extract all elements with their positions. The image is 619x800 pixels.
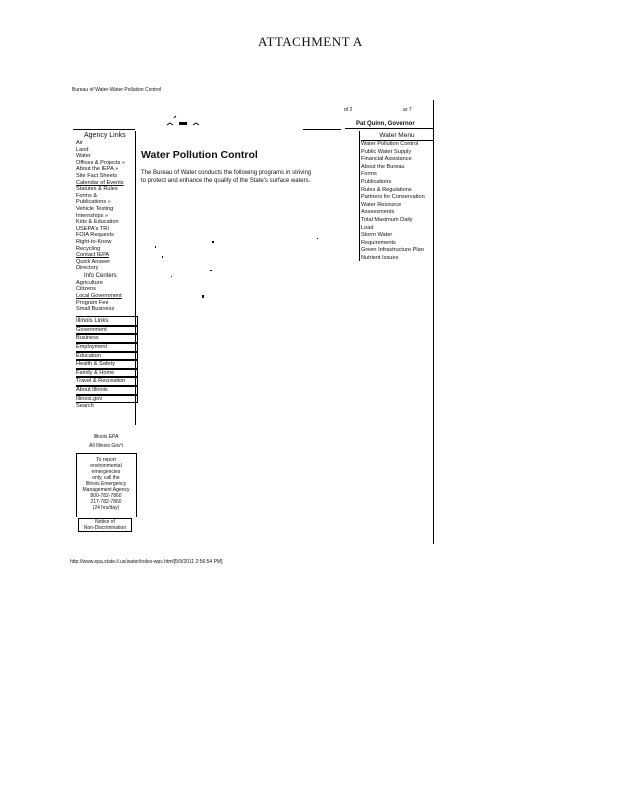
agency-links-heading: Agency Links [84, 132, 126, 139]
emergency-line: environmental [90, 463, 122, 469]
info-link-agriculture[interactable]: Agriculture [76, 279, 103, 286]
intro-line-1: The Bureau of Water conducts the following programs in striving [141, 170, 312, 176]
scan-speck [155, 246, 156, 248]
water-menu [361, 131, 433, 263]
nav-link-calendar[interactable]: Calendar of Events [76, 179, 124, 186]
emergency-line: 217-782-7860 [90, 499, 122, 505]
menu-storm-water[interactable]: Storm Water [361, 232, 393, 239]
nav-link-kids-education[interactable]: Kids & Education [76, 219, 119, 226]
scan-speck [212, 241, 214, 243]
emergency-line: To report [96, 457, 116, 463]
nav-link-internships[interactable]: Internships » [76, 212, 109, 219]
nav-link-directory[interactable]: Directory [76, 265, 99, 272]
nav-link-foia[interactable]: FOIA Requests [76, 232, 114, 239]
browser-title: Bureau of Water-Water Pollution Control [72, 87, 162, 93]
nav-link-water[interactable]: Water [76, 153, 91, 160]
water-menu-heading: Water Menu [361, 131, 433, 141]
intro-line-2: to protect and enhance the quality of the State's surface waters. [141, 178, 311, 184]
menu-public-water-supply[interactable]: Public Water Supply [361, 148, 412, 155]
info-link-local-government[interactable]: Local Government [76, 293, 122, 300]
nondiscrimination-box[interactable] [78, 518, 132, 532]
nav-link-offices[interactable]: Offices & Projects » [76, 159, 126, 166]
nav-link-vehicle-testing[interactable]: Vehicle Testing [76, 205, 114, 212]
illinois-links-heading: Illinois Links [76, 316, 138, 326]
all-illinois-link[interactable]: All Illinois Gov't [89, 443, 123, 449]
info-link-small-business[interactable]: Small Business [76, 306, 115, 313]
nav-link-air[interactable]: Air [76, 140, 83, 146]
nav-link-site-fact-sheets[interactable]: Site Fact Sheets [76, 172, 118, 179]
info-link-program-fee[interactable]: Program Fee [76, 299, 109, 306]
nav-link-contact[interactable]: Contact IEPA [76, 252, 110, 259]
emergency-right-border [136, 453, 137, 517]
state-link-employment[interactable]: Employment [76, 343, 138, 352]
nav-top-rule [73, 129, 135, 130]
nav-link-about-iepa[interactable]: About the IEPA » [76, 166, 119, 173]
menu-financial-assistance[interactable]: Financial Assistance [361, 156, 412, 163]
state-link-business[interactable]: Business [76, 334, 138, 343]
menu-nutrient-issues[interactable]: Nutrient Issues [361, 254, 399, 261]
banner-rule [303, 129, 341, 130]
emergency-line: Illinois Emergency [85, 481, 127, 487]
nav-link-right-to-know[interactable]: Right-to-Know [76, 238, 112, 245]
menu-publications[interactable]: Publications [361, 178, 392, 185]
page-heading: Water Pollution Control [141, 149, 258, 161]
emergency-top-rule [76, 453, 136, 454]
attachment-title: ATTACHMENT A [258, 34, 363, 49]
menu-partners-conservation[interactable]: Partners for Conservation [361, 194, 425, 201]
page-right-border [433, 100, 434, 544]
scan-speck [162, 256, 163, 258]
menu-left-border [359, 131, 360, 261]
page-count: of 2 [344, 107, 353, 113]
state-link-search[interactable]: Search [76, 403, 94, 410]
left-nav [76, 131, 138, 410]
emergency-left-border [76, 453, 77, 517]
banner-rule-right [345, 128, 434, 129]
nondiscrimination-line: Non-Discrimination [83, 525, 127, 531]
nav-link-publications[interactable]: Publications » [76, 199, 111, 206]
state-link-illinois-gov[interactable]: Illinois.gov [76, 395, 138, 404]
menu-water-pollution-control[interactable]: Water Pollution Control [361, 141, 419, 147]
menu-rules-regulations[interactable]: Rules & Regulations [361, 186, 412, 193]
nav-link-land[interactable]: Land [76, 146, 89, 153]
nav-link-recycling[interactable]: Recycling [76, 245, 101, 252]
menu-about-bureau[interactable]: About the Bureau [361, 163, 405, 170]
state-link-government[interactable]: Government [76, 326, 138, 335]
info-centers-heading: Info Centers [84, 272, 117, 279]
nav-link-forms[interactable]: Forms & [76, 192, 98, 199]
menu-water-resource[interactable]: Water Resource [361, 201, 402, 208]
scan-speck [317, 238, 318, 239]
menu-assessments[interactable]: Assessments [361, 209, 395, 216]
nav-link-usepa-tri[interactable]: USEPA's TRI [76, 225, 109, 232]
scan-speck [210, 270, 212, 271]
menu-green-infrastructure[interactable]: Green Infrastructure Plan [361, 247, 424, 254]
menu-tmdl[interactable]: Total Maximum Daily [361, 216, 413, 223]
emergency-line: (24 hrs/day) [92, 505, 120, 511]
state-logo [163, 113, 213, 129]
scan-speck [171, 276, 172, 277]
state-link-education[interactable]: Education [76, 352, 138, 361]
emergency-notice [76, 457, 136, 511]
emergency-line: 800-782-7860 [90, 493, 122, 499]
emergency-line: only, call the [92, 475, 120, 481]
nav-footer-links [76, 434, 136, 449]
state-link-family-home[interactable]: Family & Home [76, 369, 138, 378]
info-link-citizens[interactable]: Citizens [76, 286, 96, 293]
menu-forms[interactable]: Forms [361, 171, 377, 178]
governor-name: Pat Quinn, Governor [356, 121, 415, 127]
emergency-line: emergencies [91, 469, 121, 475]
nav-link-statutes[interactable]: Statutes & Rules [76, 186, 118, 193]
emergency-line: Management Agency [82, 487, 130, 493]
state-link-travel[interactable]: Travel & Recreation [76, 377, 138, 386]
nondiscrimination-line: Notice of [95, 519, 115, 525]
state-link-about-illinois[interactable]: About Illinois [76, 386, 138, 395]
footer-url: http://www.epa.state.il.us/water/index-wpc.html[5/9/2011 2:56:54 PM] [70, 559, 223, 565]
nav-link-quick-answer[interactable]: Quick Answer [76, 258, 111, 265]
scan-speck [202, 295, 204, 298]
nav-right-border [135, 131, 136, 425]
illinois-epa-link[interactable]: Illinois EPA [93, 434, 119, 440]
menu-requirements[interactable]: Requirements [361, 239, 396, 246]
state-link-health-safety[interactable]: Health & Safety [76, 360, 138, 369]
menu-load[interactable]: Load [361, 224, 374, 231]
date-mark: ar 7 [403, 107, 412, 113]
